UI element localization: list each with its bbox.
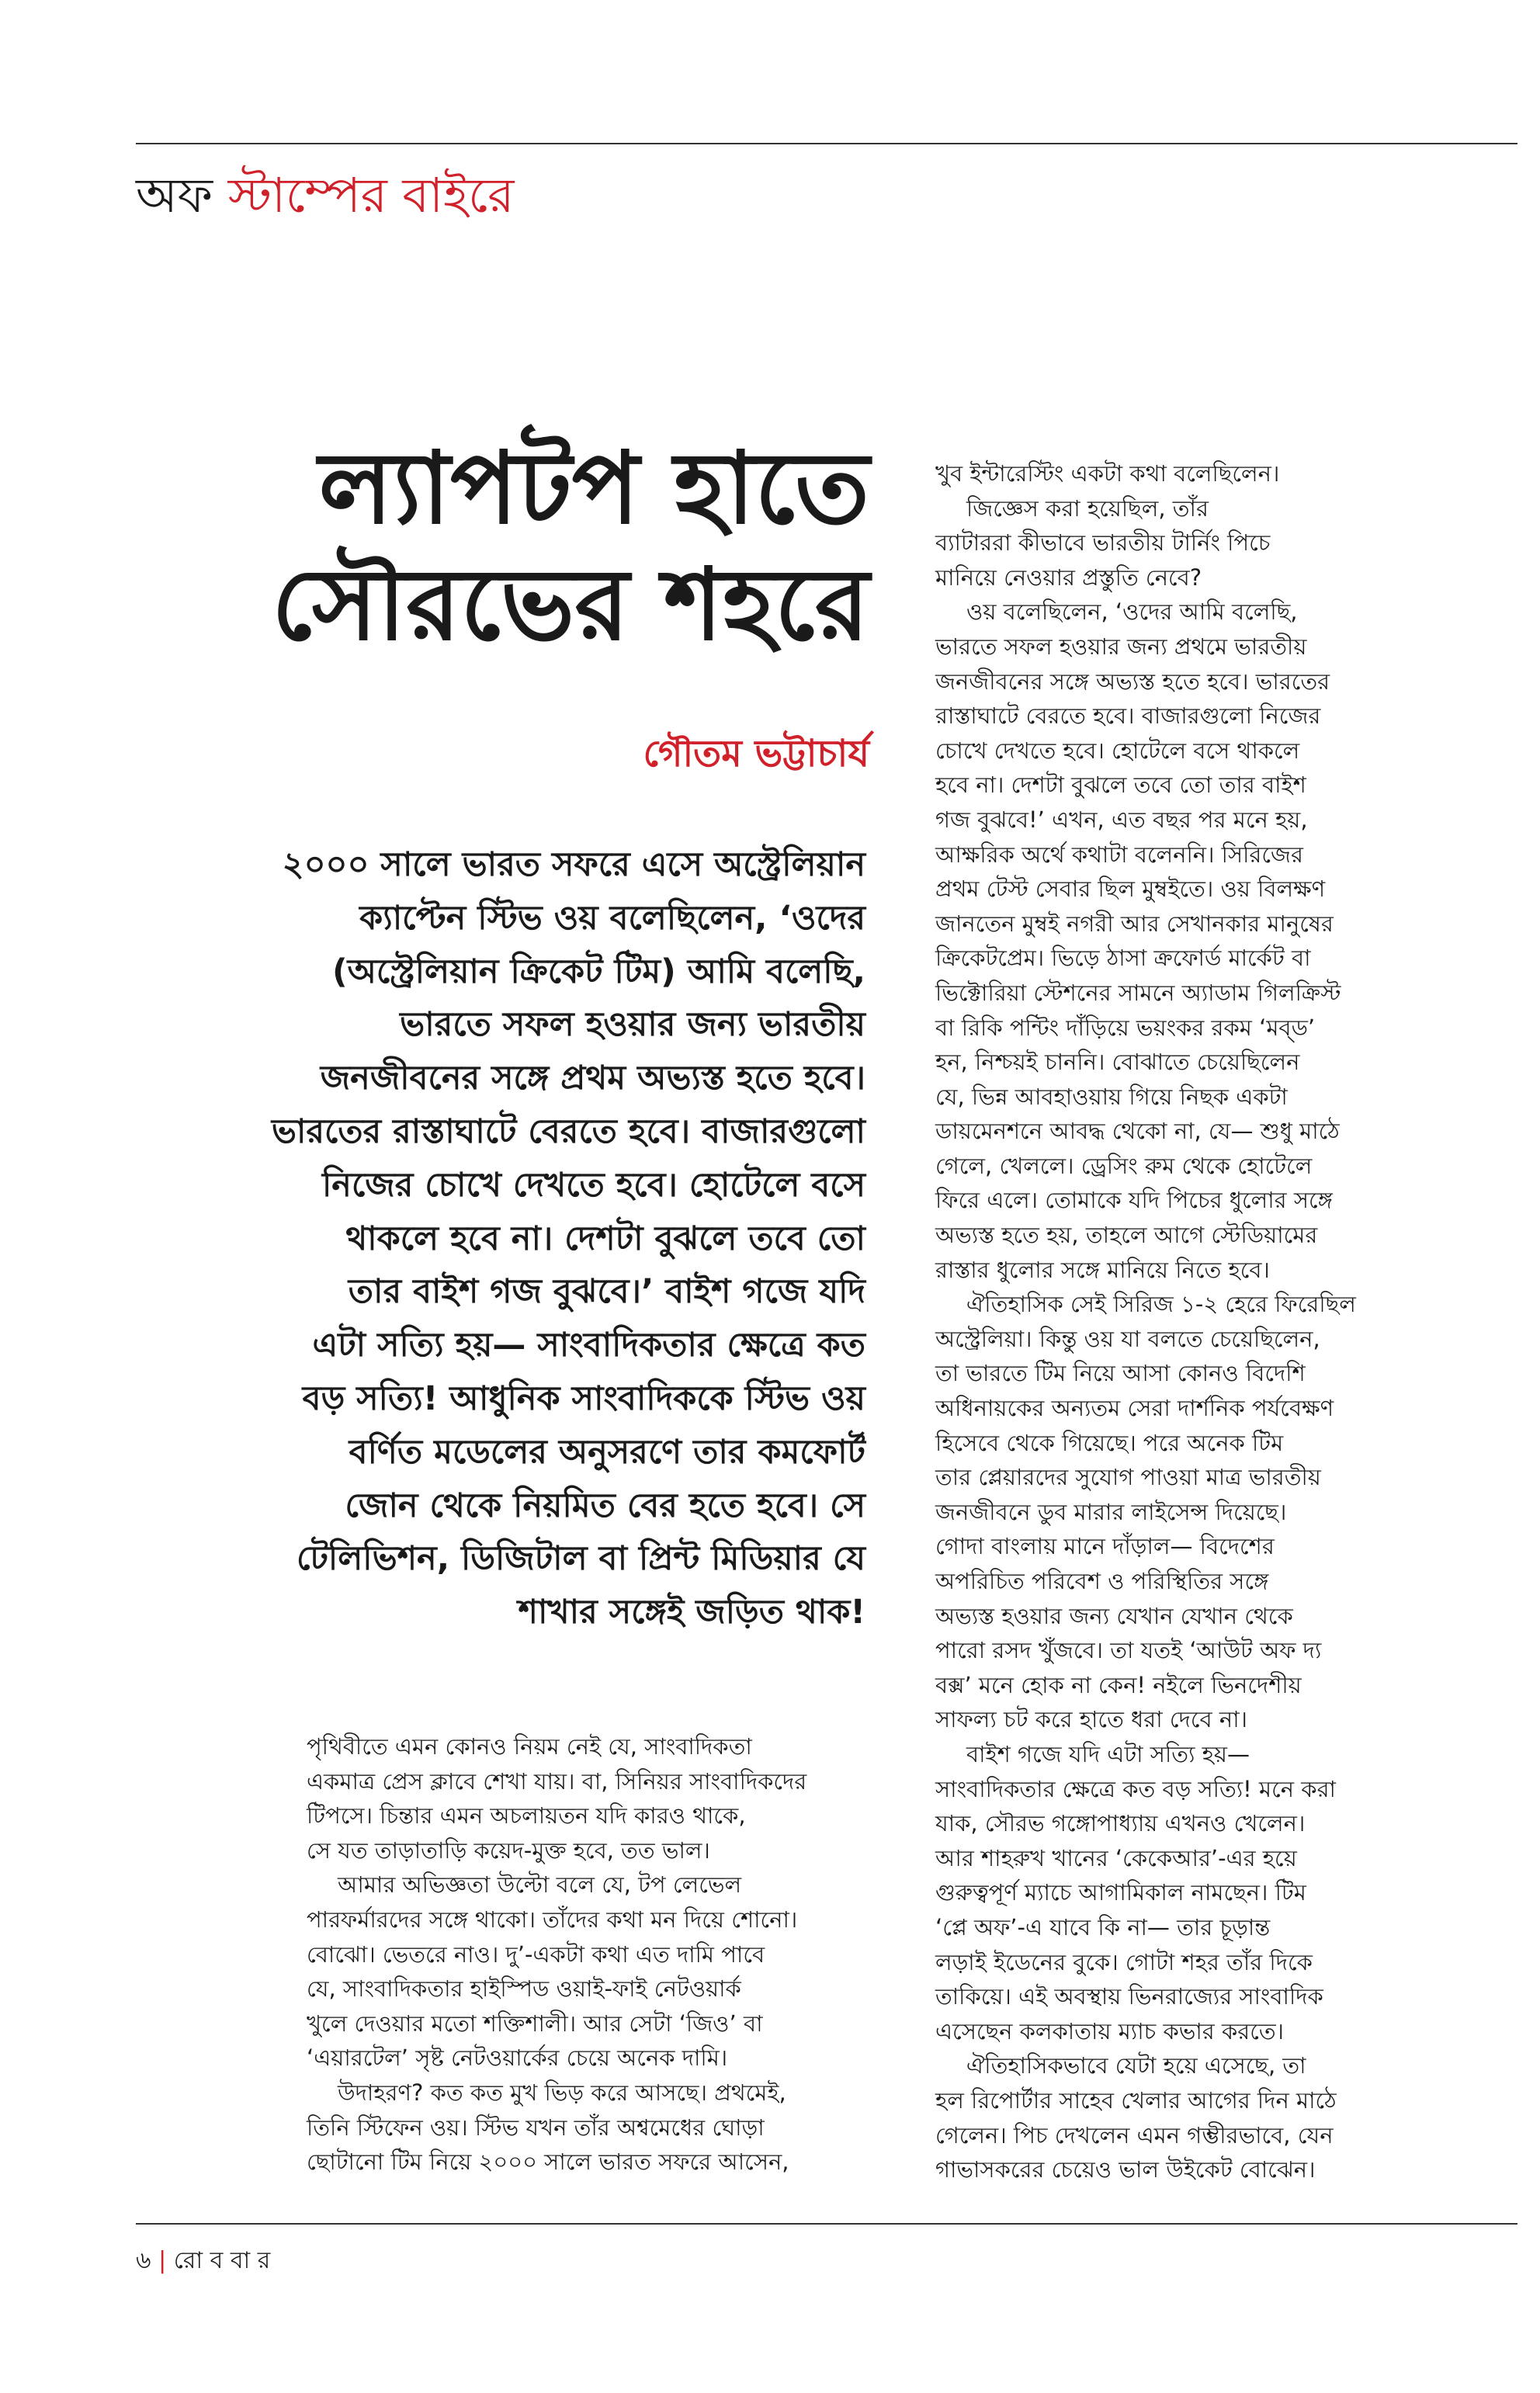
body-text-line: ভারতে সফল হওয়ার জন্য প্রথমে ভারতীয়	[935, 633, 1307, 660]
intro-line: বড় সত্যি! আধুনিক সাংবাদিককে স্টিভ ওয়	[302, 1379, 865, 1418]
body-text-line: পারো রসদ খুঁজবে। তা যতই ‘আউট অফ দ্য	[935, 1637, 1322, 1664]
body-text-line: গেলেন। পিচ দেখলেন এমন গম্ভীরভাবে, যেন	[935, 2121, 1334, 2148]
intro-line: ভারতে সফল হওয়ার জন্য ভারতীয়	[400, 1005, 865, 1045]
headline-line: সৌরভের শহরে	[271, 547, 869, 663]
body-text-line: বা রিকি পন্টিং দাঁড়িয়ে ভয়ংকর রকম ‘মব্‌ড’	[935, 1014, 1316, 1041]
body-text-line: ব্যাটাররা কীভাবে ভারতীয় টার্নিং পিচে	[935, 529, 1271, 557]
body-text-line: সাংবাদিকতার ক্ষেত্রে কত বড় সত্যি! মনে করা	[935, 1775, 1336, 1802]
body-text-line: গজ বুঝবে!’ এখন, এত বছর পর মনে হয়,	[935, 806, 1308, 833]
body-text-line: যাক, সৌরভ গঙ্গোপাধ্যায় এখনও খেলেন।	[935, 1810, 1306, 1837]
intro-line: জোন থেকে নিয়মিত বের হতে হবে। সে	[345, 1486, 865, 1525]
body-text-line: ওয় বলেছিলেন, ‘ওদের আমি বলেছি,	[966, 598, 1298, 626]
body-text-line: যে, ভিন্ন আবহাওয়ায় গিয়ে নিছক একটা	[935, 1083, 1288, 1110]
body-text-line: অভ্যস্ত হতে হয়, তাহলে আগে স্টেডিয়ামের	[935, 1222, 1318, 1249]
body-text-line: টিপসে। চিন্তার এমন অচলায়তন যদি কারও থাকে,	[307, 1802, 746, 1829]
headline	[124, 431, 869, 664]
body-text-line: জানতেন মুম্বই নগরী আর সেখানকার মানুষের	[935, 910, 1334, 937]
body-text-line: লড়াই ইডেনের বুকে। গোটা শহর তাঁর দিকে	[935, 1948, 1313, 1975]
body-text-line: তার প্লেয়ারদের সুযোগ পাওয়া মাত্র ভারতীয়	[935, 1464, 1321, 1491]
intro-line: থাকলে হবে না। দেশটা বুঝলে তবে তো	[345, 1219, 865, 1258]
body-text-line: প্রথম টেস্ট সেবার ছিল মুম্বইতে। ওয় বিলক্ষণ	[935, 876, 1326, 903]
body-text-line: উদাহরণ? কত কত মুখ ভিড় করে আসছে। প্রথমেই,	[338, 2079, 786, 2106]
body-text-line: সে যত তাড়াতাড়ি কয়েদ-মুক্ত হবে, তত ভাল।	[307, 1836, 710, 1864]
body-text-line: জনজীবনে ডুব মারার লাইসেন্স দিয়েছে।	[935, 1498, 1287, 1525]
body-text-line: বক্স’ মনে হোক না কেন! নইলে ভিনদেশীয়	[935, 1671, 1302, 1698]
body-text-line: যে, সাংবাদিকতার হাইস্পিড ওয়াই-ফাই নেটওয়ার্ক	[307, 1975, 741, 2003]
page-footer	[136, 2242, 270, 2281]
body-text-line: সাফল্য চট করে হাতে ধরা দেবে না।	[935, 1706, 1247, 1733]
headline-line: ল্যাপটপ হাতে	[318, 431, 869, 546]
body-text-line: চোখে দেখতে হবে। হোটেলে বসে থাকলে	[935, 737, 1300, 764]
intro-line: এটা সত্যি হয়— সাংবাদিকতার ক্ষেত্রে কত	[312, 1326, 865, 1365]
footer-separator: |	[158, 2247, 167, 2274]
body-text-line: ডায়মেনশনে আবদ্ধ থেকো না, যে— শুধু মাঠে	[935, 1118, 1340, 1145]
body-text-line: ছোটানো টিম নিয়ে ২০০০ সালে ভারত সফরে আসেন,	[307, 2148, 789, 2176]
body-column-right	[935, 456, 1463, 2187]
body-text-line: গুরুত্বপূর্ণ ম্যাচে আগামিকাল নামছেন। টিম	[935, 1879, 1306, 1906]
body-text-line: অস্ট্রেলিয়া। কিন্তু ওয় যা বলতে চেয়েছিলেন,	[935, 1325, 1320, 1352]
body-text-line: গাভাসকরের চেয়েও ভাল উইকেট বোঝেন।	[935, 2156, 1316, 2183]
body-text-line: জিজ্ঞেস করা হয়েছিল, তাঁর	[966, 494, 1209, 522]
intro-line: ভারতের রাস্তাঘাটে বেরতে হবে। বাজারগুলো	[271, 1112, 865, 1151]
author-byline: গৌতম ভট্টাচার্য	[643, 732, 869, 775]
body-text-line: এসেছেন কলকাতায় ম্যাচ কভার করতে।	[935, 2017, 1284, 2044]
body-text-line: জনজীবনের সঙ্গে অভ্যস্ত হতে হবে। ভারতের	[935, 668, 1330, 695]
intro-line: (অস্ট্রেলিয়ান ক্রিকেট টিম) আমি বলেছি,	[331, 952, 865, 991]
intro-line: ২০০০ সালে ভারত সফরে এসে অস্ট্রেলিয়ান	[282, 845, 865, 884]
body-text-line: মানিয়ে নেওয়ার প্রস্তুতি নেবে?	[935, 564, 1202, 591]
intro-line: তার বাইশ গজ বুঝবে।’ বাইশ গজে যদি	[348, 1272, 865, 1312]
body-text-line: হল রিপোর্টার সাহেব খেলার আগের দিন মাঠে	[935, 2086, 1337, 2114]
body-text-line: ঐতিহাসিক সেই সিরিজ ১-২ হেরে ফিরেছিল	[966, 1291, 1356, 1318]
body-text-line: ভিক্টোরিয়া স্টেশনের সামনে অ্যাডাম গিলক্রিস্ট	[935, 979, 1341, 1006]
body-text-line: ক্রিকেটপ্রেম। ভিড়ে ঠাসা ক্রফোর্ড মার্কেট বা	[935, 945, 1311, 972]
intro-line: ক্যাপ্টেন স্টিভ ওয় বলেছিলেন, ‘ওদের	[359, 898, 865, 938]
section-title	[136, 159, 514, 239]
body-text-line: ঐতিহাসিকভাবে যেটা হয়ে এসেছে, তা	[966, 2052, 1306, 2079]
page-number: ৬	[136, 2247, 151, 2274]
body-text-line: খুব ইন্টারেস্টিং একটা কথা বলেছিলেন।	[935, 460, 1280, 487]
body-text-line: হবে না। দেশটা বুঝলে তবে তো তার বাইশ	[935, 772, 1306, 799]
body-text-line: হিসেবে থেকে গিয়েছে। পরে অনেক টিম	[935, 1429, 1284, 1456]
body-text-line: রাস্তাঘাটে বেরতে হবে। বাজারগুলো নিজের	[935, 702, 1321, 730]
body-text-line: আক্ষরিক অর্থে কথাটা বলেননি। সিরিজের	[935, 841, 1303, 868]
intro-paragraph	[140, 838, 865, 1639]
intro-line: জনজীবনের সঙ্গে প্রথম অভ্যস্ত হতে হবে।	[320, 1059, 865, 1098]
body-text-line: হন, নিশ্চয়ই চাননি। বোঝাতে চেয়েছিলেন	[935, 1049, 1300, 1076]
body-text-line: পারফর্মারদের সঙ্গে থাকো। তাঁদের কথা মন দিয়ে শোনো।	[307, 1906, 798, 1933]
body-text-line: তিনি স্টিফেন ওয়। স্টিভ যখন তাঁর অশ্বমেধের ঘোড়া	[307, 2114, 765, 2141]
body-text-line: গেলে, খেললে। ড্রেসিং রুম থেকে হোটেলে	[935, 1152, 1313, 1179]
intro-line: টেলিভিশন, ডিজিটাল বা প্রিন্ট মিডিয়ার যে	[297, 1539, 865, 1579]
body-text-line: ফিরে এলে। তোমাকে যদি পিচের ধুলোর সঙ্গে	[935, 1187, 1333, 1214]
body-text-line: বোঝো। ভেতরে নাও। দু’-একটা কথা এত দামি পাবে	[307, 1940, 765, 1968]
body-text-line: তাকিয়ে। এই অবস্থায় ভিনরাজ্যের সাংবাদিক	[935, 1983, 1323, 2010]
body-text-line: অধিনায়কের অন্যতম সেরা দার্শনিক পর্যবেক্ষণ	[935, 1395, 1334, 1422]
body-text-line: একমাত্র প্রেস ক্লাবে শেখা যায়। বা, সিনিয়র সাংবাদিকদের	[307, 1767, 807, 1795]
body-text-line: রাস্তার ধুলোর সঙ্গে মানিয়ে নিতে হবে।	[935, 1256, 1270, 1283]
bottom-rule	[136, 2223, 1517, 2225]
intro-line: শাখার সঙ্গেই জড়িত থাক!	[518, 1593, 865, 1632]
section-title-prefix: অফ	[136, 167, 213, 224]
magazine-name: রো ব বা র	[173, 2247, 271, 2274]
intro-line: নিজের চোখে দেখতে হবে। হোটেলে বসে	[321, 1165, 865, 1205]
body-text-line: তা ভারতে টিম নিয়ে আসা কোনও বিদেশি	[935, 1360, 1306, 1387]
body-text-line: ‘প্লে অফ’-এ যাবে কি না— তার চূড়ান্ত	[935, 1913, 1271, 1940]
body-text-line: অভ্যস্ত হওয়ার জন্য যেখান যেখান থেকে	[935, 1602, 1293, 1629]
body-column-left	[307, 1729, 865, 2180]
body-text-line: খুলে দেওয়ার মতো শক্তিশালী। আর সেটা ‘জিও’ বা	[307, 2010, 763, 2037]
body-text-line: বাইশ গজে যদি এটা সত্যি হয়—	[966, 1740, 1250, 1767]
body-text-line: আমার অভিজ্ঞতা উল্টো বলে যে, টপ লেভেল	[338, 1871, 742, 1899]
body-text-line: অপরিচিত পরিবেশ ও পরিস্থিতির সঙ্গে	[935, 1568, 1269, 1594]
body-text-line: ‘এয়ারটেল’ সৃষ্ট নেটওয়ার্কের চেয়ে অনেক দামি।	[307, 2044, 728, 2072]
body-text-line: গোদা বাংলায় মানে দাঁড়াল— বিদেশের	[935, 1533, 1275, 1560]
top-rule	[136, 143, 1517, 144]
section-title-main: স্টাম্পের বাইরে	[227, 167, 515, 224]
body-text-line: আর শাহরুখ খানের ‘কেকেআর’-এর হয়ে	[935, 1844, 1297, 1871]
intro-line: বর্ণিত মডেলের অনুসরণে তার কমফোর্ট	[349, 1432, 865, 1472]
body-text-line: পৃথিবীতে এমন কোনও নিয়ম নেই যে, সাংবাদিকতা	[307, 1733, 752, 1760]
